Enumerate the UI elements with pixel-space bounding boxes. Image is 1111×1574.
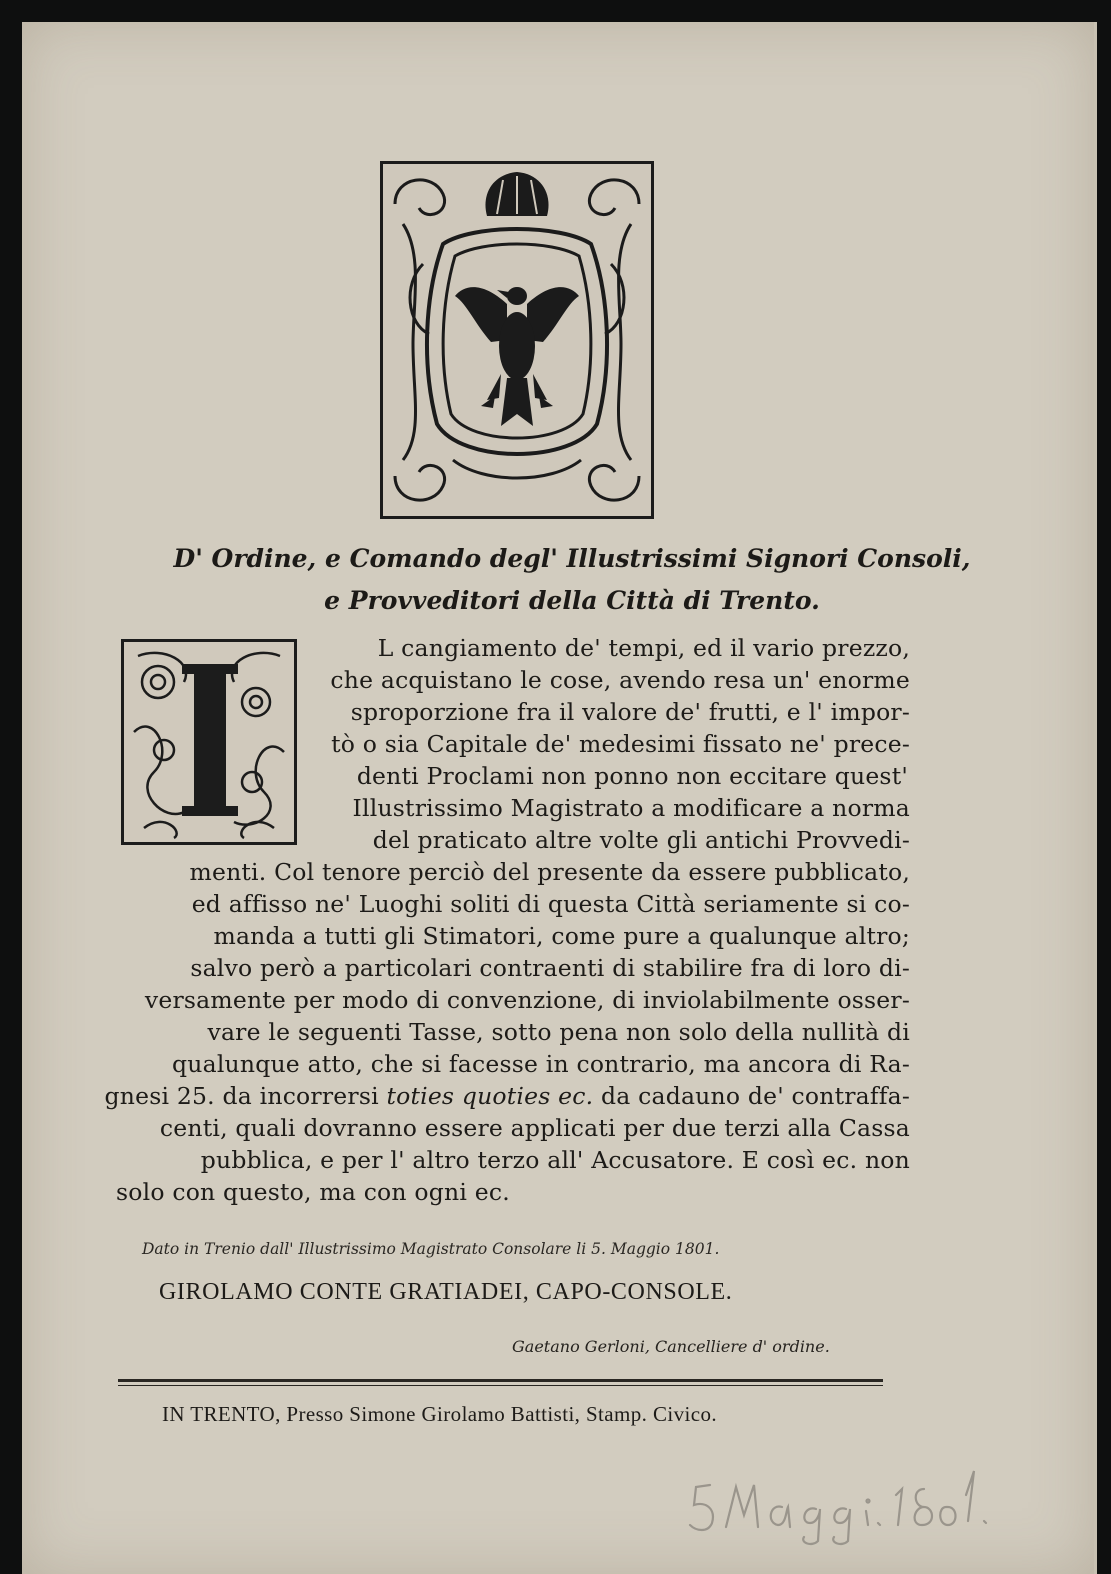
body-line: pubblica, e per l' altro terzo all' Accusatore. E così ec. non <box>200 1146 910 1174</box>
document-sheet <box>22 22 1097 1574</box>
body-line: tò o sia Capitale de' medesimi fissato ne' prece- <box>331 730 910 758</box>
body-line: solo con questo, ma con ogni ec. <box>116 1178 510 1206</box>
body-text-segment: da cadauno de' contraffa- <box>601 1082 910 1110</box>
body-line: L cangiamento de' tempi, ed il vario prezzo, <box>377 634 910 662</box>
body-text-segment: gnesi 25. da incorrersi <box>104 1082 379 1110</box>
body-line: qualunque atto, che si facesse in contrario, ma ancora di Ra- <box>172 1050 910 1078</box>
body-line: ed affisso ne' Luoghi soliti di questa Città seriamente si co- <box>191 890 910 918</box>
body-line <box>105 1080 910 1112</box>
printer-imprint: IN TRENTO, Presso Simone Girolamo Battisti, Stamp. Civico. <box>162 1402 717 1426</box>
eagle-coat-of-arms-icon <box>380 161 654 519</box>
chancellor-line: Gaetano Gerloni, Cancelliere d' ordine. <box>512 1337 830 1356</box>
body-line: versamente per modo di convenzione, di inviolabilmente osser- <box>144 986 910 1014</box>
body-line: vare le seguenti Tasse, sotto pena non solo della nullità di <box>207 1018 910 1046</box>
dated-line: Dato in Trenio dall' Illustrissimo Magistrato Consolare li 5. Maggio 1801. <box>142 1240 720 1258</box>
body-line: manda a tutti gli Stimatori, come pure a qualunque altro; <box>213 922 910 950</box>
heading-line-2: e Provveditori della Città di Trento. <box>324 586 820 615</box>
heading-line-1: D' Ordine, e Comando degl' Illustrissimi Signori Consoli, <box>173 544 971 573</box>
body-line: che acquistano le cose, avendo resa un' enorme <box>330 666 910 694</box>
signer-line: GIROLAMO CONTE GRATIADEI, CAPO-CONSOLE. <box>159 1279 733 1305</box>
body-line: denti Proclami non ponno non eccitare quest' <box>356 762 908 790</box>
body-line: salvo però a particolari contraenti di stabilire fra di loro di- <box>190 954 910 982</box>
body-line: del praticato altre volte gli antichi Provvedi- <box>372 826 910 854</box>
body-line: Illustrissimo Magistrato a modificare a norma <box>352 794 910 822</box>
body-line: sproporzione fra il valore de' frutti, e l' impor- <box>350 698 910 726</box>
body-line: centi, quali dovranno essere applicati per due terzi alla Cassa <box>159 1114 910 1142</box>
handwritten-date-note <box>682 1467 1002 1547</box>
proclamation-heading <box>112 538 1032 622</box>
divider-rule <box>118 1379 883 1386</box>
body-line: menti. Col tenore perciò del presente da essere pubblicato, <box>189 858 910 886</box>
ornamental-initial-icon <box>121 639 297 845</box>
body-latin-phrase: toties quoties ec. <box>386 1082 594 1110</box>
